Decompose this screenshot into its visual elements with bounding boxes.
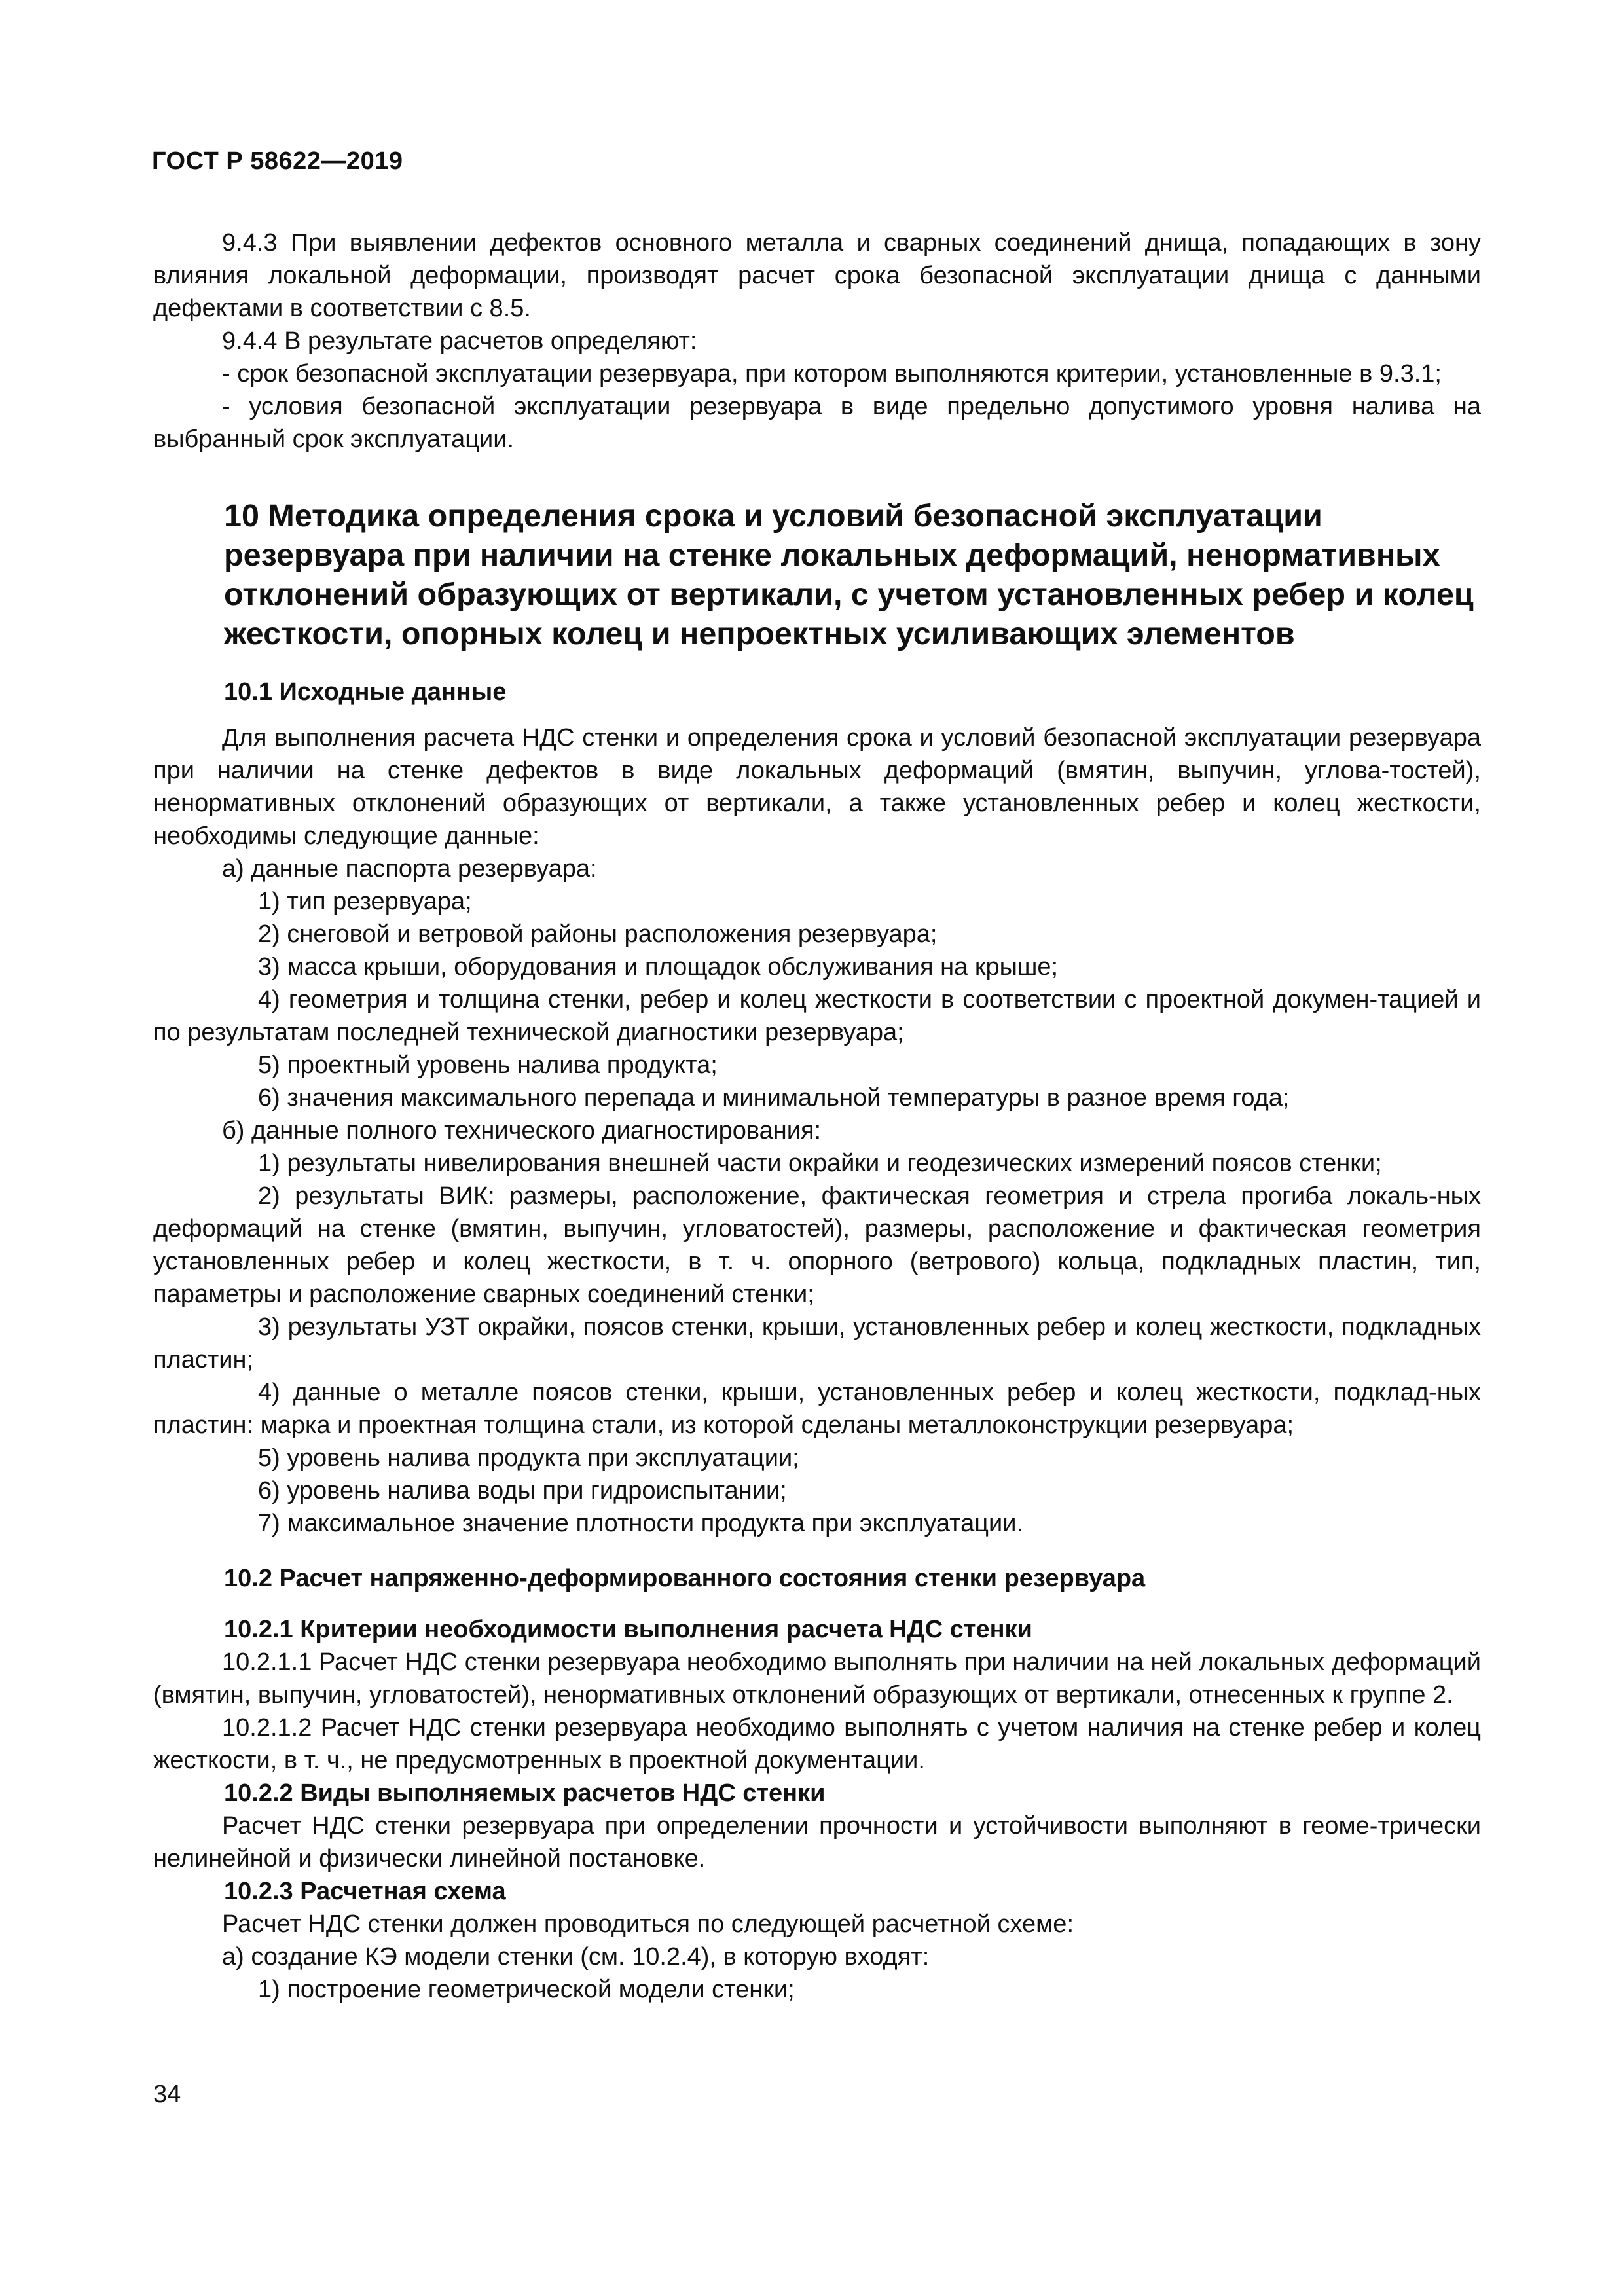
list-label-fe-model: а) создание КЭ модели стенки (см. 10.2.4), в которую входят: <box>222 1943 930 1971</box>
list-item-a-1: 1) тип резервуара; <box>258 888 472 915</box>
subsection-10-2-heading: 10.2 Расчет напряженно-деформированного состояния стенки резервуара <box>224 1565 1146 1592</box>
list-item-geometry-model: 1) построение геометрической модели стенки; <box>258 1976 795 2003</box>
page-number: 34 <box>153 2081 181 2108</box>
paragraph-10-2-1-1: 10.2.1.1 Расчет НДС стенки резервуара необходимо выполнять при наличии на ней локальных деформаций (вмятин, выпучин, угловатостей), ненормативных отклонений образующих от вертикали, отнесенных к группе 2. <box>153 1649 1481 1709</box>
paragraph-10-2-1-2: 10.2.1.2 Расчет НДС стенки резервуара необходимо выполнять с учетом наличия на стенке ребер и колец жесткости, в т. ч., не предусмотренных в проектной документации. <box>153 1714 1481 1774</box>
subsection-10-2-3-heading: 10.2.3 Расчетная схема <box>224 1878 506 1905</box>
list-item-b-1: 1) результаты нивелирования внешней части окрайки и геодезических измерений поясов стенки; <box>258 1150 1382 1177</box>
paragraph-10-2-2: Расчет НДС стенки резервуара при определении прочности и устойчивости выполняют в геоме-трически нелинейной и физически линейной постановке. <box>153 1812 1481 1872</box>
list-label-diagnostics-data: б) данные полного технического диагностирования: <box>222 1117 822 1144</box>
list-item-a-5: 5) проектный уровень налива продукта; <box>258 1051 718 1079</box>
list-item-b-4: 4) данные о металле поясов стенки, крыши, установленных ребер и колец жесткости, подклад-ных пластин: марка и проектная толщина стали, из которой сделаны металлоконструкции резервуара; <box>153 1379 1481 1439</box>
paragraph-10-2-3-intro: Расчет НДС стенки должен проводиться по следующей расчетной схеме: <box>222 1910 1074 1938</box>
list-item-service-conditions: - условия безопасной эксплуатации резервуара в виде предельно допустимого уровня налива на выбранный срок эксплуатации. <box>153 393 1481 453</box>
section-10-heading: 10 Методика определения срока и условий безопасной эксплуатации резервуара при наличии на стенке локальных деформаций, ненормативных отклонений образующих от вертикали, с учетом установленных ребер и колец жесткости, опорных колец и непроектных усиливающих элементов <box>224 498 1474 651</box>
paragraph-9-4-3: 9.4.3 При выявлении дефектов основного металла и сварных соединений днища, попадающих в зону влияния локальной деформации, производят расчет срока безопасной эксплуатации днища с данными дефектами в соответствии с 8.5. <box>153 229 1481 322</box>
subsection-10-1-heading: 10.1 Исходные данные <box>224 678 507 706</box>
document-code-header: ГОСТ Р 58622—2019 <box>152 147 403 175</box>
list-item-service-life: - срок безопасной эксплуатации резервуара, при котором выполняются критерии, установленные в 9.3.1; <box>222 360 1442 388</box>
list-item-a-2: 2) снеговой и ветровой районы расположения резервуара; <box>258 920 938 948</box>
list-item-a-4: 4) геометрия и толщина стенки, ребер и колец жесткости в соответствии с проектной докумен-тацией и по результатам последней технической диагностики резервуара; <box>153 986 1481 1046</box>
list-item-a-3: 3) масса крыши, оборудования и площадок обслуживания на крыше; <box>258 953 1059 981</box>
subsection-10-2-2-heading: 10.2.2 Виды выполняемых расчетов НДС стенки <box>224 1779 826 1807</box>
list-item-b-5: 5) уровень налива продукта при эксплуатации; <box>258 1444 799 1472</box>
subsection-10-2-1-heading: 10.2.1 Критерии необходимости выполнения расчета НДС стенки <box>224 1616 1032 1643</box>
list-item-b-2: 2) результаты ВИК: размеры, расположение, фактическая геометрия и стрела прогиба локаль-ных деформаций на стенке (вмятин, выпучин, угловатостей), размеры, расположение и фактическая геометрия установленных ребер и колец жесткости, в т. ч. опорного (ветрового) кольца, подкладных пластин, тип, параметры и расположение сварных соединений стенки; <box>153 1182 1481 1308</box>
list-label-passport-data: а) данные паспорта резервуара: <box>222 855 597 883</box>
list-item-b-6: 6) уровень налива воды при гидроиспытании; <box>258 1477 787 1504</box>
paragraph-10-1-intro: Для выполнения расчета НДС стенки и определения срока и условий безопасной эксплуатации резервуара при наличии на стенке дефектов в виде локальных деформаций (вмятин, выпучин, углова-тостей), ненормативных отклонений образующих от вертикали, а также установленных ребер и колец жесткости, необходимы следующие данные: <box>153 724 1481 850</box>
list-item-b-3: 3) результаты УЗТ окрайки, поясов стенки, крыши, установленных ребер и колец жесткости, подкладных пластин; <box>153 1313 1481 1374</box>
list-item-a-6: 6) значения максимального перепада и минимальной температуры в разное время года; <box>258 1084 1290 1112</box>
paragraph-9-4-4: 9.4.4 В результате расчетов определяют: <box>222 327 697 355</box>
list-item-b-7: 7) максимальное значение плотности продукта при эксплуатации. <box>258 1510 1024 1537</box>
document-body <box>153 227 1481 2006</box>
